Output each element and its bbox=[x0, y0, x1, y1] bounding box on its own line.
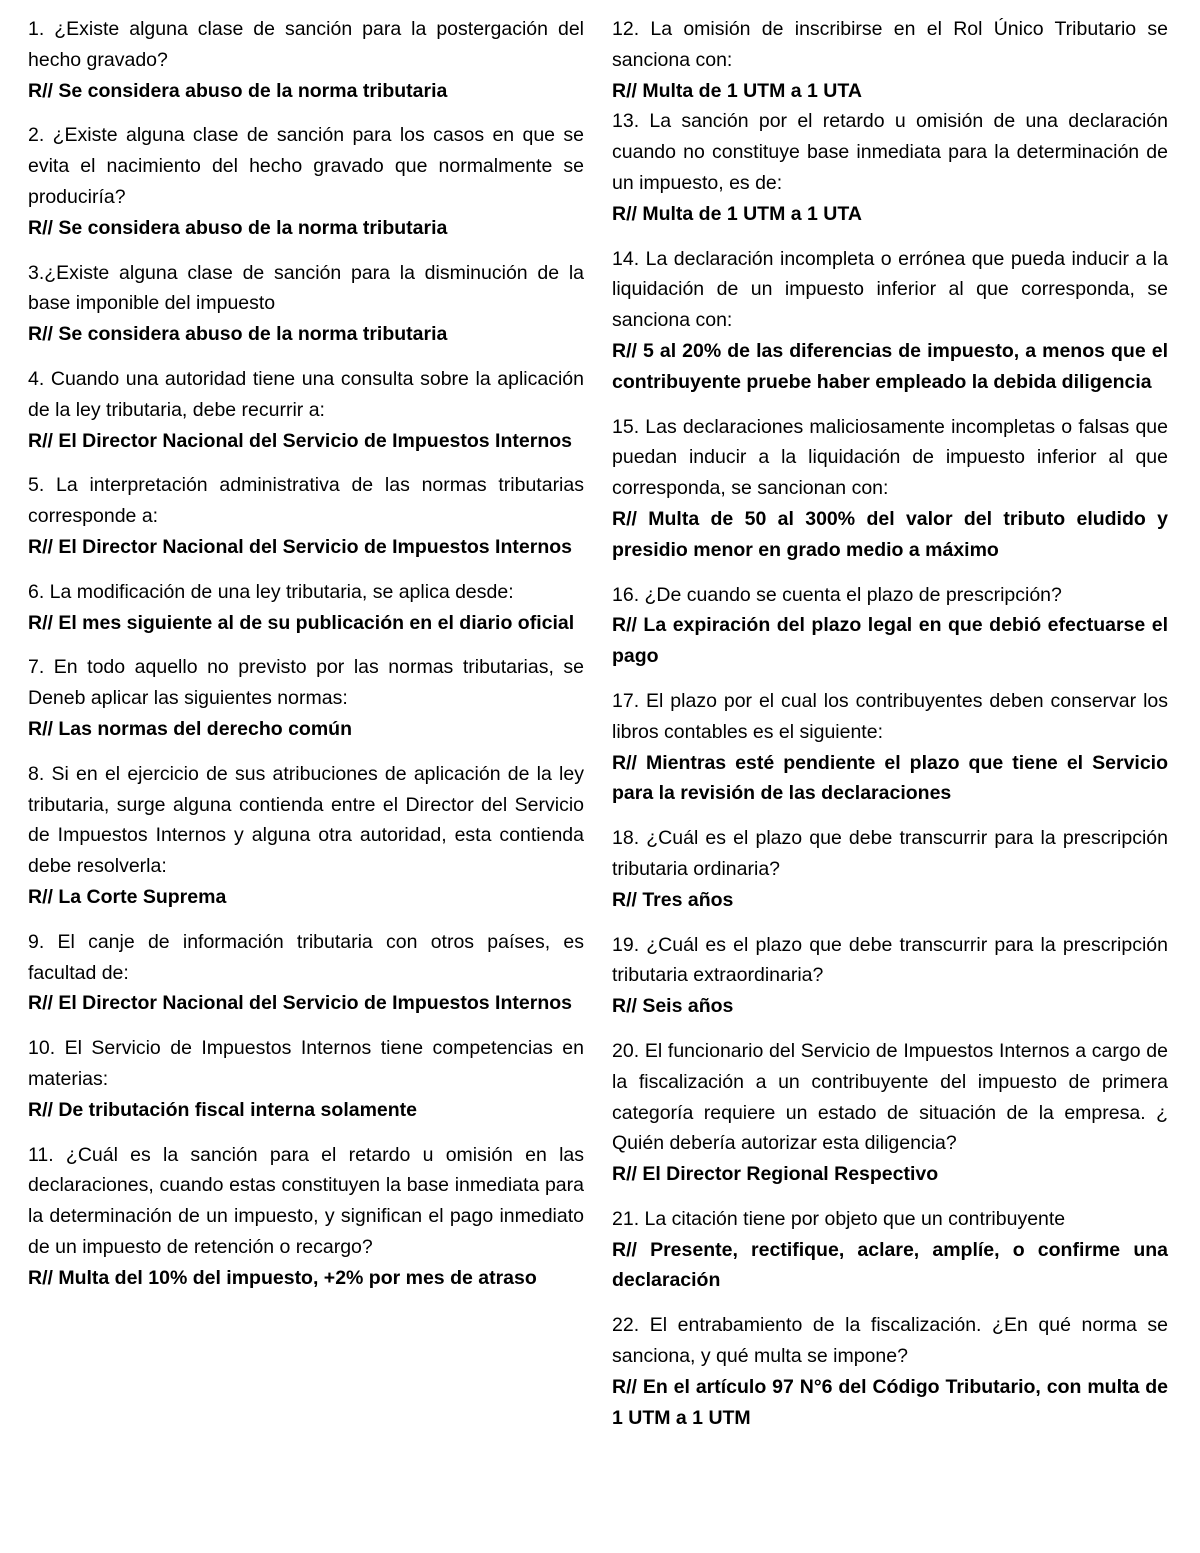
question-7: 7. En todo aquello no previsto por las normas tributarias, se Deneb aplicar las siguientes normas: bbox=[28, 656, 584, 710]
qa-item-7 bbox=[28, 652, 584, 744]
question-6: 6. La modificación de una ley tributaria, se aplica desde: bbox=[28, 580, 514, 603]
answer-15: R// Multa de 50 al 300% del valor del tributo eludido y presidio menor en grado medio a máximo bbox=[612, 507, 1168, 561]
answer-6: R// El mes siguiente al de su publicación en el diario oficial bbox=[28, 611, 575, 634]
question-4: 4. Cuando una autoridad tiene una consulta sobre la aplicación de la ley tributaria, debe recurrir a: bbox=[28, 367, 584, 421]
answer-1: R// Se considera abuso de la norma tributaria bbox=[28, 79, 448, 102]
answer-7: R// Las normas del derecho común bbox=[28, 717, 352, 740]
answer-4: R// El Director Nacional del Servicio de Impuestos Internos bbox=[28, 429, 572, 452]
question-9: 9. El canje de información tributaria con otros países, es facultad de: bbox=[28, 930, 584, 984]
question-1: 1. ¿Existe alguna clase de sanción para la postergación del hecho gravado? bbox=[28, 18, 584, 71]
right-column bbox=[612, 14, 1168, 1447]
answer-8: R// La Corte Suprema bbox=[28, 885, 227, 908]
question-16: 16. ¿De cuando se cuenta el plazo de prescripción? bbox=[612, 583, 1062, 606]
question-21: 21. La citación tiene por objeto que un contribuyente bbox=[612, 1207, 1066, 1230]
answer-18: R// Tres años bbox=[612, 888, 734, 911]
answer-2: R// Se considera abuso de la norma tributaria bbox=[28, 216, 448, 239]
qa-item-11 bbox=[28, 1140, 584, 1294]
answer-13: R// Multa de 1 UTM a 1 UTA bbox=[612, 202, 862, 225]
answer-14: R// 5 al 20% de las diferencias de impuesto, a menos que el contribuyente pruebe haber empleado la debida diligencia bbox=[612, 339, 1168, 393]
answer-21: R// Presente, rectifique, aclare, amplíe, o confirme una declaración bbox=[612, 1238, 1168, 1292]
answer-9: R// El Director Nacional del Servicio de Impuestos Internos bbox=[28, 992, 572, 1015]
question-14: 14. La declaración incompleta o errónea que pueda inducir a la liquidación de un impuesto inferior al que corresponda, se sanciona con: bbox=[612, 247, 1168, 332]
qa-item-3 bbox=[28, 258, 584, 350]
question-10: 10. El Servicio de Impuestos Internos tiene competencias en materias: bbox=[28, 1037, 584, 1090]
answer-20: R// El Director Regional Respectivo bbox=[612, 1163, 939, 1186]
qa-item-10 bbox=[28, 1033, 584, 1125]
question-13: 13. La sanción por el retardo u omisión de una declaración cuando no constituye base inmediata para la determinación de un impuesto, es de: bbox=[612, 110, 1168, 194]
answer-17: R// Mientras esté pendiente el plazo que tiene el Servicio para la revisión de las declaraciones bbox=[612, 751, 1168, 805]
qa-item-12 bbox=[612, 14, 1168, 106]
qa-item-15 bbox=[612, 412, 1168, 566]
qa-item-4 bbox=[28, 364, 584, 456]
qa-item-2 bbox=[28, 120, 584, 243]
question-19: 19. ¿Cuál es el plazo que debe transcurrir para la prescripción tributaria extraordinaria? bbox=[612, 933, 1168, 987]
qa-item-13 bbox=[612, 106, 1168, 229]
question-5: 5. La interpretación administrativa de las normas tributarias corresponde a: bbox=[28, 474, 584, 528]
qa-item-1 bbox=[28, 14, 584, 106]
qa-item-6 bbox=[28, 577, 584, 639]
answer-16: R// La expiración del plazo legal en que debió efectuarse el pago bbox=[612, 614, 1168, 668]
question-20: 20. El funcionario del Servicio de Impuestos Internos a cargo de la fiscalización a un contribuyente del impuesto de primera categoría requiere un estado de situación de la empresa. ¿ Quién debería autorizar esta diligencia? bbox=[612, 1039, 1168, 1155]
question-22: 22. El entrabamiento de la fiscalización. ¿En qué norma se sanciona, y qué multa se impone? bbox=[612, 1314, 1168, 1368]
question-18: 18. ¿Cuál es el plazo que debe transcurrir para la prescripción tributaria ordinaria? bbox=[612, 827, 1168, 880]
answer-12: R// Multa de 1 UTM a 1 UTA bbox=[612, 79, 862, 102]
qa-item-21 bbox=[612, 1204, 1168, 1296]
question-15: 15. Las declaraciones maliciosamente incompletas o falsas que puedan inducir a la liquidación de impuesto inferior al que corresponda, se sancionan con: bbox=[612, 415, 1168, 500]
qa-item-18 bbox=[612, 823, 1168, 915]
question-2: 2. ¿Existe alguna clase de sanción para los casos en que se evita el nacimiento del hecho gravado que normalmente se produciría? bbox=[28, 124, 584, 208]
answer-5: R// El Director Nacional del Servicio de Impuestos Internos bbox=[28, 535, 572, 558]
qa-item-16 bbox=[612, 580, 1168, 672]
answer-22: R// En el artículo 97 N°6 del Código Tributario, con multa de 1 UTM a 1 UTM bbox=[612, 1375, 1168, 1429]
answer-19: R// Seis años bbox=[612, 995, 734, 1018]
qa-item-20 bbox=[612, 1036, 1168, 1190]
qa-item-9 bbox=[28, 927, 584, 1019]
answer-10: R// De tributación fiscal interna solamente bbox=[28, 1098, 418, 1121]
qa-item-5 bbox=[28, 470, 584, 562]
question-8: 8. Si en el ejercicio de sus atribuciones de aplicación de la ley tributaria, surge alguna contienda entre el Director del Servicio de Impuestos Internos y alguna otra autoridad, esta contienda debe resolverla: bbox=[28, 762, 584, 878]
qa-item-14 bbox=[612, 244, 1168, 398]
left-column bbox=[28, 14, 584, 1307]
question-17: 17. El plazo por el cual los contribuyentes deben conservar los libros contables es el siguiente: bbox=[612, 689, 1168, 743]
qa-item-19 bbox=[612, 930, 1168, 1022]
question-12: 12. La omisión de inscribirse en el Rol Único Tributario se sanciona con: bbox=[612, 18, 1168, 71]
qa-item-22 bbox=[612, 1310, 1168, 1433]
qa-item-17 bbox=[612, 686, 1168, 809]
question-11: 11. ¿Cuál es la sanción para el retardo u omisión en las declaraciones, cuando estas constituyen la base inmediata para la determinación de un impuesto, y significan el pago inmediato de un impuesto de retención o recargo? bbox=[28, 1143, 584, 1258]
answer-3: R// Se considera abuso de la norma tributaria bbox=[28, 323, 448, 346]
answer-11: R// Multa del 10% del impuesto, +2% por mes de atraso bbox=[28, 1266, 537, 1289]
question-3: 3.¿Existe alguna clase de sanción para la disminución de la base imponible del impuesto bbox=[28, 261, 584, 315]
qa-item-8 bbox=[28, 759, 584, 913]
